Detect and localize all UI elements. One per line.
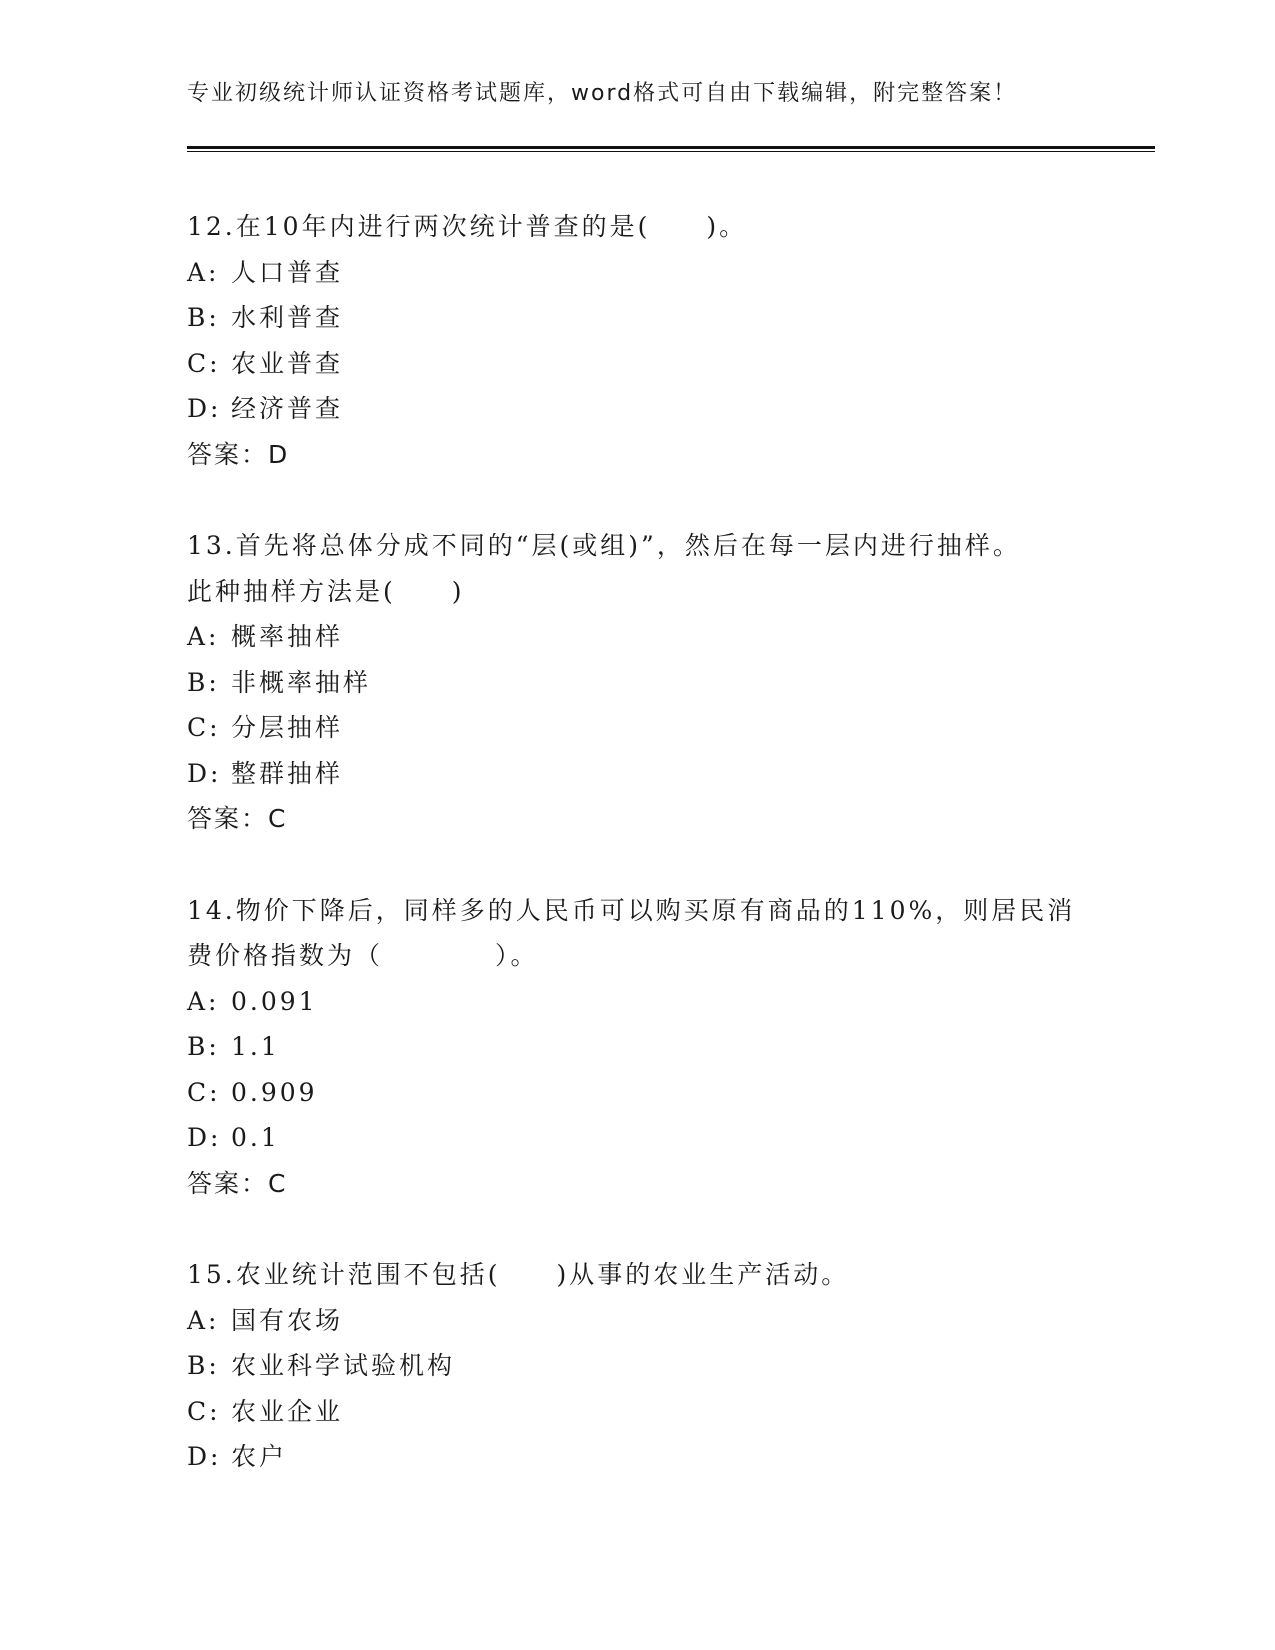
option-letter: A: xyxy=(187,986,220,1016)
option-b xyxy=(187,660,1087,706)
option-letter: B: xyxy=(187,1032,220,1061)
question-list xyxy=(187,204,1087,1526)
option-letter: A: xyxy=(187,1305,220,1335)
option-b xyxy=(187,1024,1087,1070)
option-letter: C: xyxy=(187,1396,221,1426)
option-letter: D: xyxy=(187,394,222,423)
option-text: 整群抽样 xyxy=(231,758,344,788)
header-rule-thin xyxy=(187,151,1155,152)
option-a xyxy=(187,614,1087,660)
option-a xyxy=(187,250,1087,296)
option-text: 0.091 xyxy=(231,986,318,1016)
option-letter: C: xyxy=(187,348,221,378)
option-text: 0.1 xyxy=(231,1123,280,1152)
option-c xyxy=(187,1070,1087,1116)
option-letter: C: xyxy=(187,1077,221,1107)
option-letter: D: xyxy=(187,758,222,788)
option-c xyxy=(187,705,1087,751)
header-rule-thick xyxy=(187,146,1155,149)
option-text: 农业普查 xyxy=(231,348,344,378)
option-b xyxy=(187,295,1087,341)
option-c xyxy=(187,341,1087,387)
answer-line: 答案：C xyxy=(187,1168,288,1198)
option-text: 0.909 xyxy=(231,1077,318,1107)
option-text: 概率抽样 xyxy=(231,622,344,651)
option-a xyxy=(187,979,1087,1025)
question-stem-line-1: 13.首先将总体分成不同的“层(或组)”，然后在每一层内进行抽样。 xyxy=(187,531,1021,560)
answer-line: 答案：D xyxy=(187,439,290,469)
option-text: 分层抽样 xyxy=(231,713,344,742)
option-c xyxy=(187,1389,1087,1435)
option-text: 农业科学试验机构 xyxy=(231,1351,456,1380)
answer-line: 答案：C xyxy=(187,804,288,833)
option-letter: A: xyxy=(187,257,220,287)
question-stem-line-1: 14.物价下降后，同样多的人民币可以购买原有商品的110%，则居民消 xyxy=(187,895,1076,925)
question-stem-line-2: 此种抽样方法是( ) xyxy=(187,576,465,606)
option-text: 农户 xyxy=(231,1442,288,1471)
option-d xyxy=(187,751,1087,797)
page-header: 专业初级统计师认证资格考试题库，word格式可自由下载编辑，附完整答案！ xyxy=(187,81,1018,106)
question-13 xyxy=(187,523,1087,842)
option-text: 1.1 xyxy=(231,1032,280,1061)
option-letter: D: xyxy=(187,1123,222,1152)
option-letter: A: xyxy=(187,622,220,651)
option-letter: B: xyxy=(187,1351,220,1380)
option-letter: B: xyxy=(187,303,220,332)
option-text: 人口普查 xyxy=(231,257,344,287)
option-b xyxy=(187,1343,1087,1389)
question-14 xyxy=(187,888,1087,1207)
option-d xyxy=(187,1434,1087,1480)
option-text: 水利普查 xyxy=(231,303,344,332)
option-letter: D: xyxy=(187,1442,222,1471)
option-d xyxy=(187,386,1087,432)
option-letter: B: xyxy=(187,667,220,697)
option-text: 国有农场 xyxy=(231,1305,344,1335)
option-text: 经济普查 xyxy=(231,394,344,423)
question-15 xyxy=(187,1252,1087,1480)
option-d xyxy=(187,1115,1087,1161)
option-text: 农业企业 xyxy=(231,1396,344,1426)
question-12 xyxy=(187,204,1087,477)
question-stem: 12.在10年内进行两次统计普查的是( )。 xyxy=(187,212,748,241)
question-stem: 15.农业统计范围不包括( )从事的农业生产活动。 xyxy=(187,1260,850,1289)
option-a xyxy=(187,1298,1087,1344)
option-letter: C: xyxy=(187,713,221,742)
option-text: 非概率抽样 xyxy=(231,667,372,697)
question-stem-line-2: 费价格指数为（ ）。 xyxy=(187,941,539,970)
